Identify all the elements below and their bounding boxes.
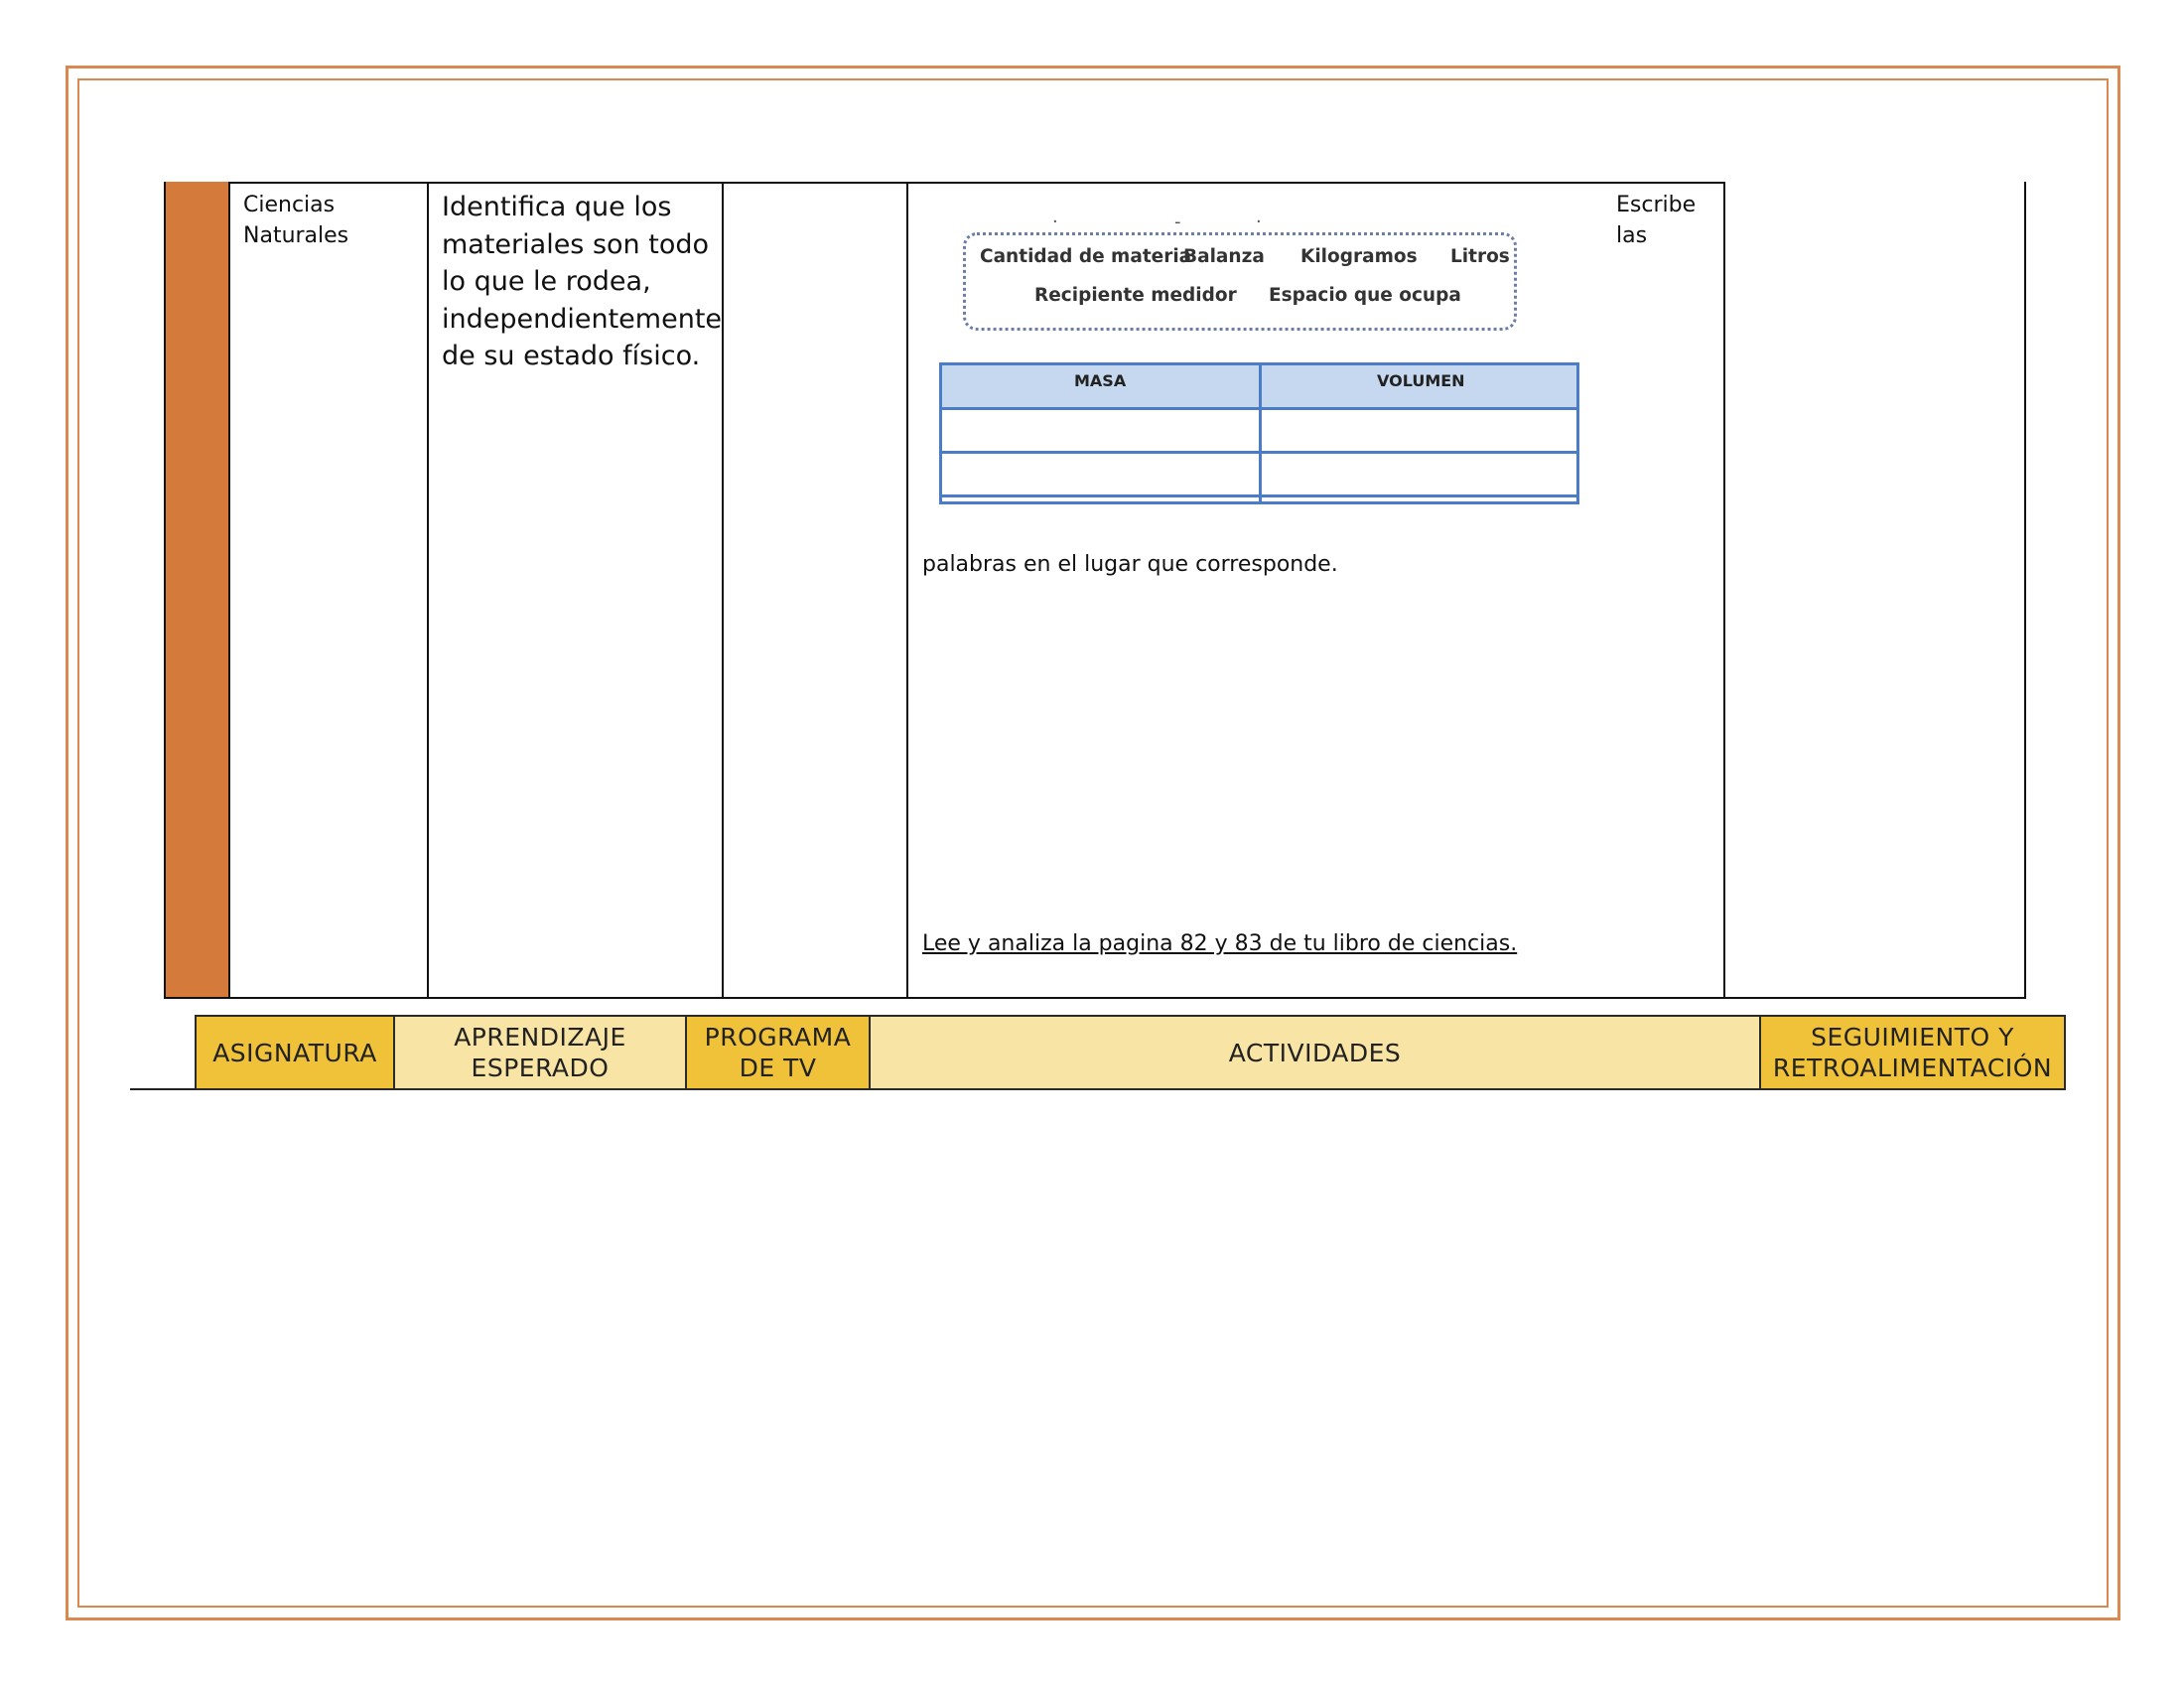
header-asignatura: ASIGNATURA <box>195 1015 395 1090</box>
reading-assignment: Lee y analiza la pagina 82 y 83 de tu libro de ciencias. <box>922 931 1518 956</box>
header-programa: PROGRAMA DE TV <box>685 1015 871 1090</box>
orange-side-strip <box>166 182 228 997</box>
word-bank-item: Balanza <box>1183 246 1265 267</box>
word-bank-item: Recipiente medidor <box>1034 285 1237 306</box>
activity-instruction-start: Escribe las <box>1616 193 1697 248</box>
planning-table-row: Ciencias Naturales Identifica que los materiales son todo lo que le rodea, independientemente de su estado físico. Escribe las · - · Cantidad de materia Balanza Kilogramos Litros Recipiente medidor Espacio que ocupa MASA VOLUMEN palabras en el lugar que corresponde. Lee y analiza la pagina 82 y 83 de tu libro de ciencias. <box>164 182 2026 999</box>
word-bank-item: Kilogramos <box>1300 246 1418 267</box>
header-seguimiento: SEGUIMIENTO Y RETROALIMENTACIÓN <box>1759 1015 2066 1090</box>
word-bank-item: Litros <box>1450 246 1510 267</box>
header-actividades: ACTIVIDADES <box>869 1015 1761 1090</box>
header-baseline <box>130 1088 196 1090</box>
activity-instruction-end: palabras en el lugar que corresponde. <box>922 552 1338 577</box>
header-aprendizaje: APRENDIZAJE ESPERADO <box>393 1015 687 1090</box>
word-bank-item: Cantidad de materia <box>980 246 1192 267</box>
word-bank-item: Espacio que ocupa <box>1269 285 1461 306</box>
table-header-row <box>195 1015 2066 1090</box>
column-header-volumen: VOLUMEN <box>1377 371 1465 390</box>
expected-learning-cell: Identifica que los materiales son todo lo que le rodea, independientemente de su estado físico. <box>442 192 723 371</box>
subject-cell: Ciencias Naturales <box>243 193 349 248</box>
column-header-masa: MASA <box>1074 371 1127 390</box>
mass-volume-table <box>939 362 1579 504</box>
